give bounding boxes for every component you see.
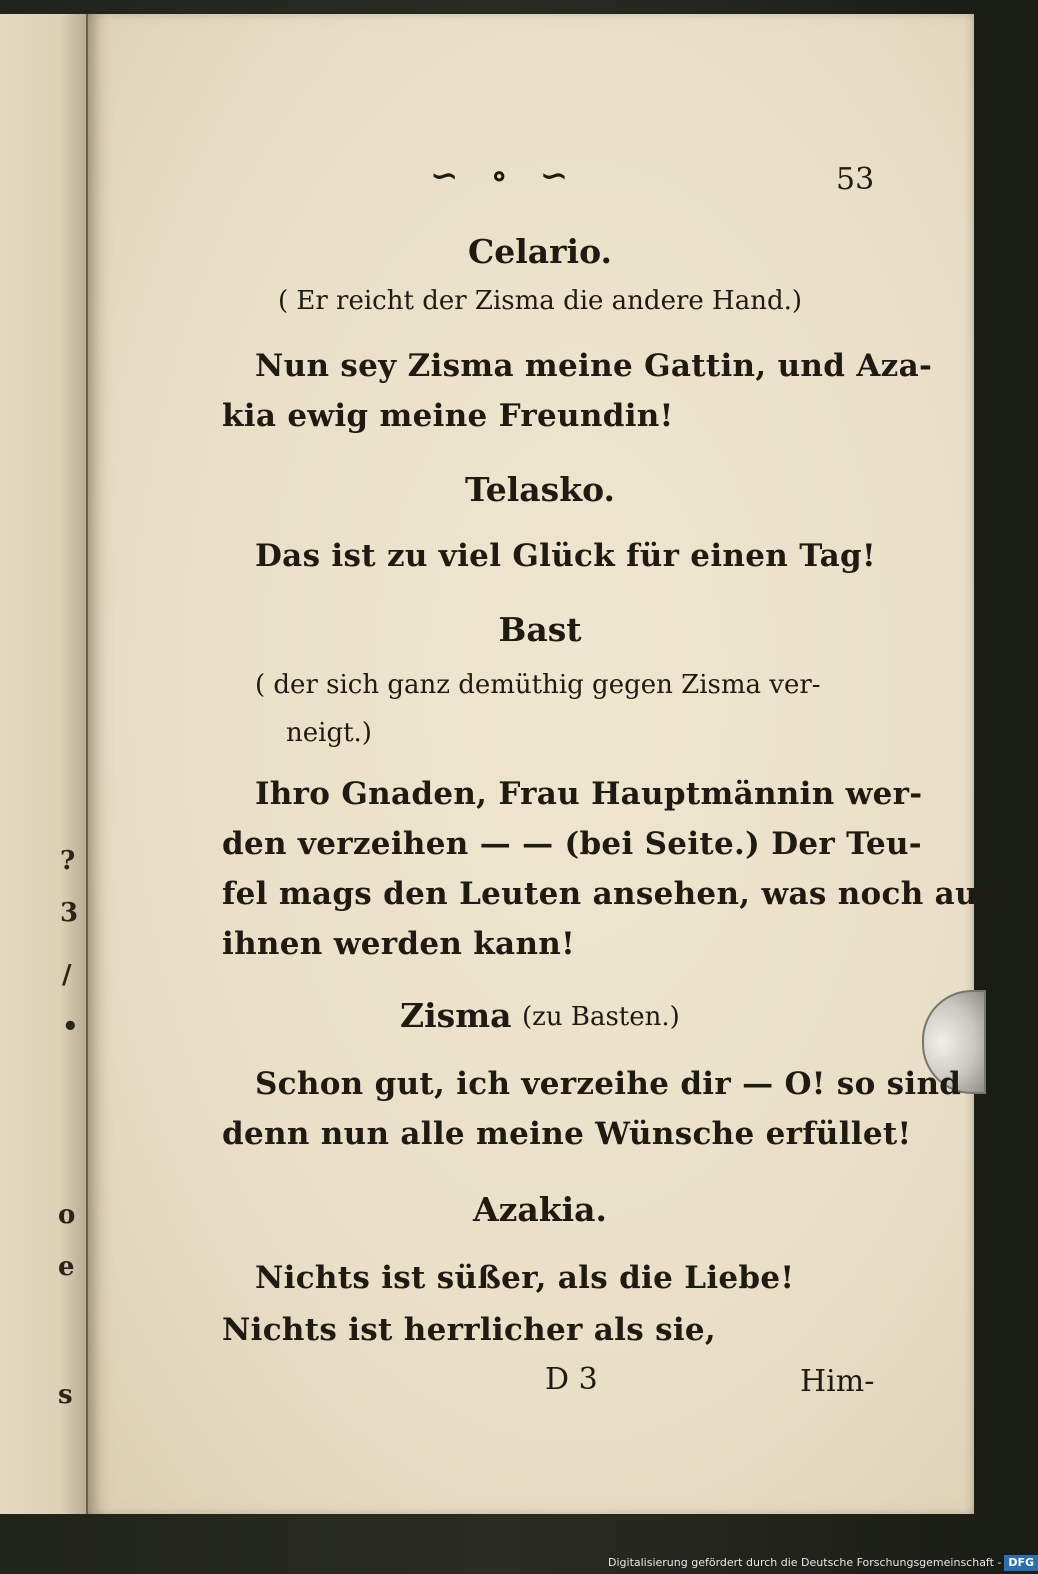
- stage-direction: (zu Basten.): [522, 1002, 680, 1032]
- left-page-fragment: •: [62, 1012, 79, 1042]
- speaker-name: Azakia.: [473, 1190, 607, 1229]
- credit-text: Digitalisierung gefördert durch die Deutsche Forschungsgemeinschaft -: [608, 1556, 1002, 1569]
- speaker-name: Zisma: [400, 996, 512, 1035]
- left-page-fragment: e: [58, 1252, 75, 1282]
- left-page-fragment: 3: [60, 898, 79, 928]
- dialogue-line: Schon gut, ich verzeihe dir — O! so sind: [255, 1066, 962, 1102]
- verse-line: Nichts ist süßer, als die Liebe!: [255, 1260, 795, 1296]
- left-page-edge: [0, 14, 88, 1514]
- header-ornament: ∽ ∘ ∽: [430, 156, 579, 196]
- dialogue-line: denn nun alle meine Wünsche erfüllet!: [222, 1116, 912, 1152]
- speaker-name: Celario.: [467, 232, 613, 271]
- dialogue-line: Das ist zu viel Glück für einen Tag!: [255, 538, 876, 574]
- dialogue-line: fel mags den Leuten ansehen, was noch aus: [222, 876, 996, 912]
- left-page-fragment: o: [58, 1200, 76, 1230]
- page-number: 53: [836, 162, 875, 197]
- speaker-name: Telasko.: [464, 470, 616, 509]
- left-page-fragment: s: [58, 1380, 73, 1410]
- left-page-fragment: ?: [60, 846, 76, 876]
- stage-direction: ( der sich ganz demüthig gegen Zisma ver-: [255, 670, 821, 700]
- speaker-name: Bast: [498, 610, 582, 649]
- signature-mark: D 3: [545, 1362, 598, 1397]
- dialogue-line: den verzeihen — — (bei Seite.) Der Teu-: [222, 826, 922, 862]
- dialogue-line: kia ewig meine Freundin!: [222, 398, 674, 434]
- dfg-logo: DFG: [1004, 1555, 1038, 1571]
- dialogue-line: Nun sey Zisma meine Gattin, und Aza-: [255, 348, 933, 384]
- verse-line: Nichts ist herrlicher als sie,: [222, 1312, 717, 1348]
- left-page-fragment: /: [62, 960, 72, 990]
- stage-direction: ( Er reicht der Zisma die andere Hand.): [277, 286, 803, 316]
- catchword: Him-: [800, 1364, 875, 1399]
- digitization-credit: [608, 1552, 1035, 1574]
- dialogue-line: Ihro Gnaden, Frau Hauptmännin wer-: [255, 776, 923, 812]
- dialogue-line: ihnen werden kann!: [222, 926, 576, 962]
- stage-direction: neigt.): [286, 718, 372, 748]
